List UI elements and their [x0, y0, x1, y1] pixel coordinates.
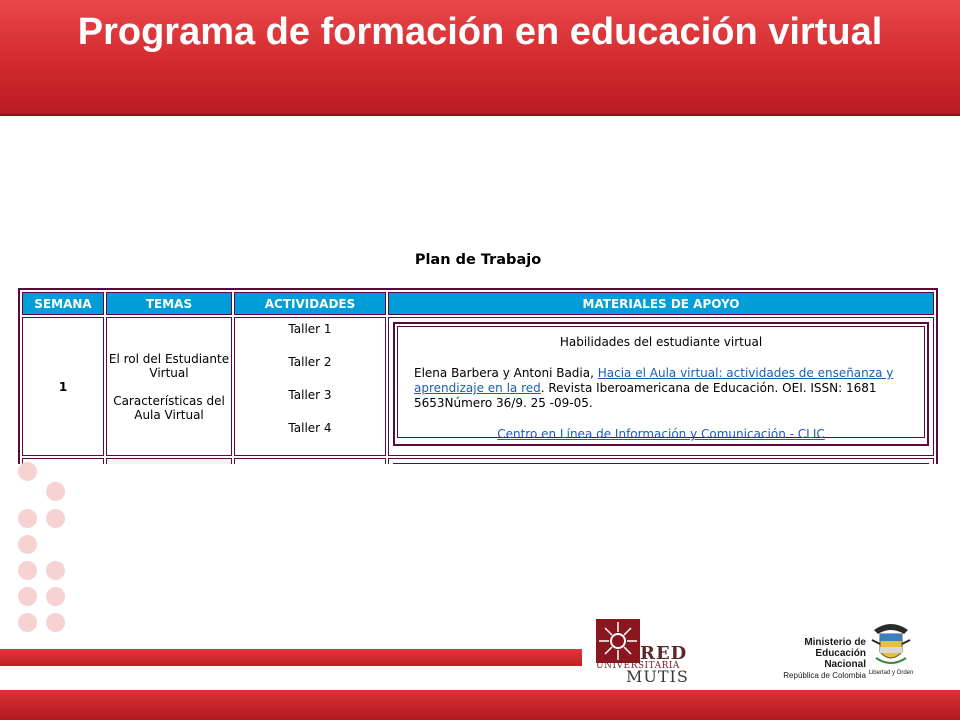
citation-authors: Elena Barbera y Antoni Badia, [414, 366, 598, 380]
actividad-item: Taller 4 [288, 421, 332, 435]
cell-actividades [234, 317, 386, 456]
decorative-dots [18, 462, 68, 637]
logo-universitaria-text: UNIVERSITARIA [596, 661, 680, 671]
header-materiales: MATERIALES DE APOYO [388, 292, 934, 315]
logo-red-text: RED [640, 643, 688, 664]
actividad-item: Taller 3 [288, 388, 332, 402]
table-header-row [22, 292, 934, 315]
article-link[interactable]: Hacia el Aula virtual: actividades de enseñanza y aprendizaje en la red [414, 366, 894, 395]
slide-title: Programa de formación en educación virtual [77, 11, 883, 53]
cell-temas [106, 317, 232, 456]
actividad-item: Taller 1 [288, 322, 332, 336]
header-actividades: ACTIVIDADES [234, 292, 386, 315]
table-row [22, 317, 934, 456]
cell-materiales [388, 317, 934, 456]
tema-item: Características del Aula Virtual [113, 393, 225, 422]
red-mutis-logo [596, 617, 700, 686]
plan-title: Plan de Trabajo [414, 252, 542, 268]
materiales-citation-block [414, 366, 908, 411]
citation-details: . Revista Iberoamericana de Educación. OEI. ISSN: 1681 5653Número 36/9. 25 -09-05. [414, 381, 877, 410]
cell-semana: 1 [22, 317, 104, 456]
plan-table [18, 288, 938, 464]
tema-item: El rol del Estudiante Virtual [108, 351, 230, 380]
plan-table-viewport [18, 288, 938, 464]
title-banner-rule [0, 114, 960, 116]
ministerio-logo-text: Ministerio de Educación Nacional República de Colombia [783, 637, 866, 680]
materiales-heading: Habilidades del estudiante virtual [559, 335, 763, 349]
clic-link[interactable]: Centro en Línea de Información y Comunicación - CLIC [497, 427, 825, 441]
materiales-box [393, 322, 929, 446]
logo-mutis-text: MUTIS [626, 667, 689, 686]
mutis-emblem-icon [596, 619, 640, 663]
table-row [22, 458, 934, 464]
actividad-item: Taller 2 [288, 355, 332, 369]
header-semana: SEMANA [22, 292, 104, 315]
header-temas: TEMAS [106, 292, 232, 315]
footer-bottom-band [0, 690, 960, 720]
lema-text: Libertad y Orden [868, 670, 914, 676]
